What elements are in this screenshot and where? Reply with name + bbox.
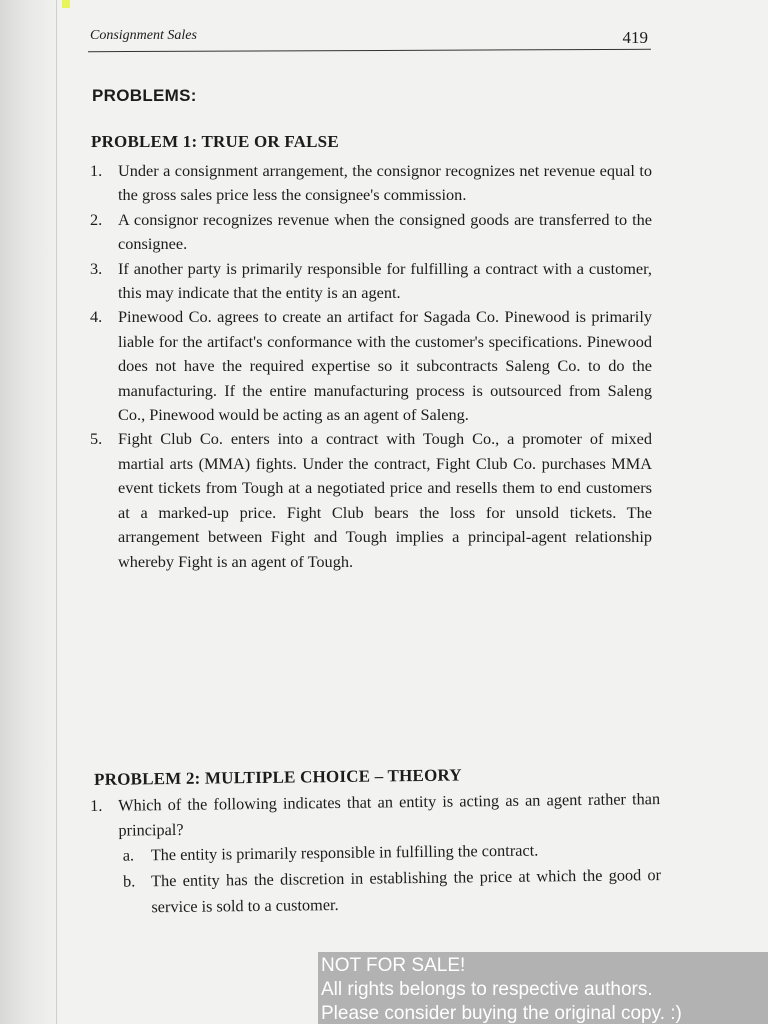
- item-text: If another party is primarily responsible for fulfilling a contract with a customer, this may indicate that the entity is an agent.: [118, 258, 652, 303]
- problem1-heading: PROBLEM 1: TRUE OR FALSE: [91, 132, 339, 151]
- item-number: 5.: [90, 429, 103, 449]
- choice-list: [119, 836, 662, 921]
- problem1-item-4: [90, 305, 652, 427]
- problem2-heading: PROBLEM 2: MULTIPLE CHOICE – THEORY: [94, 765, 462, 789]
- item-number: 1.: [90, 161, 103, 180]
- item-text: Which of the following indicates that an entity is acting as an agent rather than principal?: [118, 789, 661, 840]
- item-number: 3.: [90, 258, 103, 278]
- item-text: Under a consignment arrangement, the consignor recognizes net revenue equal to the gross sales price less the consignee's commission.: [118, 161, 652, 205]
- running-header: [90, 22, 650, 52]
- watermark-overlay: [318, 952, 768, 1024]
- choice-text: The entity has the discretion in establishing the price at which the good or service is sold to a customer.: [150, 865, 662, 917]
- item-text: A consignor recognizes revenue when the consigned goods are transferred to the consignee.: [118, 209, 652, 254]
- page-number: 419: [622, 28, 648, 47]
- problem2-item-1: [90, 786, 662, 921]
- item-number: 4.: [90, 307, 103, 327]
- header-section-title: Consignment Sales: [90, 28, 197, 43]
- problems-title: PROBLEMS:: [92, 86, 197, 105]
- problem1-item-5: [90, 427, 652, 573]
- item-text: Fight Club Co. enters into a contract with Tough Co., a promoter of mixed martial arts (MMA) fights. Under the contract, Fight Club Co. purchases MMA event tickets from Tough at a negotiated price and resells them to end customers at a marked-up price. Fight Club bears the loss for unsold tickets. The arrangement between Fight and Tough implies a principal-agent relationship whereby Fight is an agent of Tough.: [118, 429, 652, 571]
- problem1-item-1: [90, 159, 652, 208]
- watermark-line-3: Please consider buying the original copy. :): [321, 1003, 682, 1024]
- problem1-item-3: [90, 257, 652, 306]
- choice-text: The entity is primarily responsible in fulfilling the contract.: [150, 840, 539, 865]
- watermark-line-1: NOT FOR SALE!: [321, 955, 466, 976]
- watermark-line-2: All rights belongs to respective authors.: [321, 979, 653, 1000]
- item-number: 2.: [90, 209, 103, 229]
- choice-letter: a.: [122, 845, 135, 865]
- choice-letter: b.: [122, 871, 136, 891]
- problem2-list: [90, 786, 662, 921]
- problem1-list: [90, 159, 652, 574]
- problem1-item-2: [90, 208, 652, 257]
- choice-b: [119, 862, 662, 921]
- item-text: Pinewood Co. agrees to create an artifact for Sagada Co. Pinewood is primarily liable for the artifact's conformance with the customer's specifications. Pinewood does not have the required expertise so it subcontracts Saleng Co. to do the manufacturing. If the entire manufacturing process is outsourced from Saleng Co., Pinewood would be acting as an agent of Saleng.: [118, 307, 652, 425]
- item-number: 1.: [90, 795, 103, 815]
